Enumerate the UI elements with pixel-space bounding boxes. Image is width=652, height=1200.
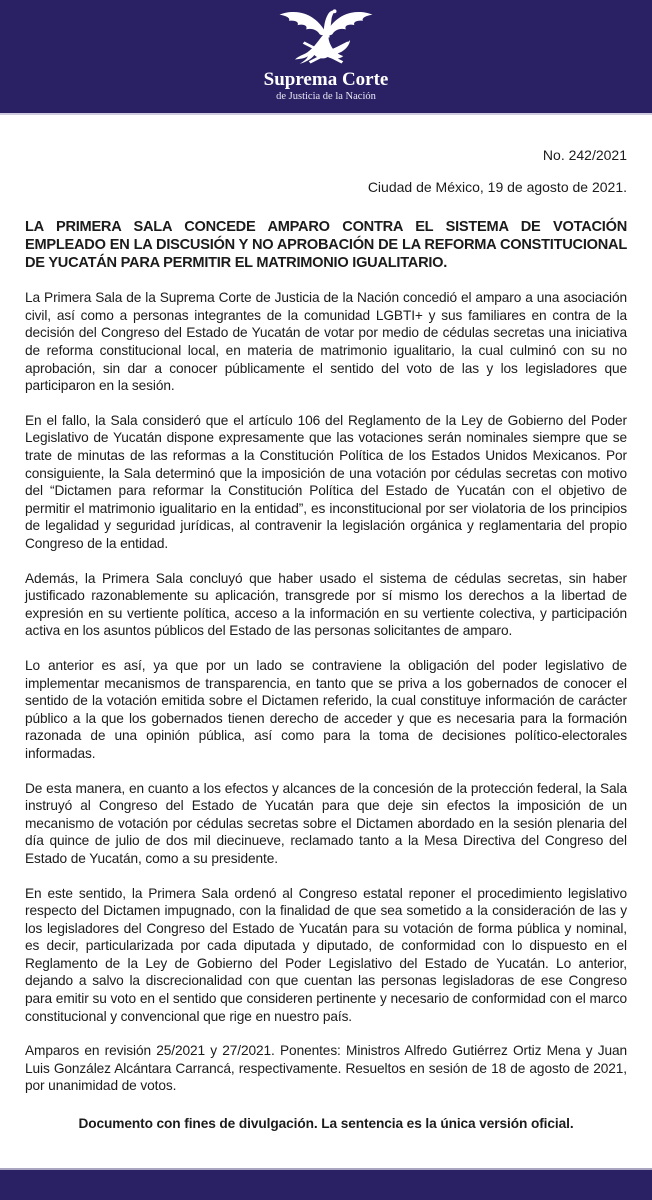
- document-body: [0, 115, 652, 1131]
- org-name: Suprema Corte: [263, 69, 389, 90]
- paragraph-4: Lo anterior es así, ya que por un lado se contraviene la obligación del poder legislativo de implementar mecanismos de transparencia, en tanto que se priva a los gobernados de conocer el sentido de la votación emitida sobre el Dictamen referido, la cual constituye información de carácter público a la que los gobernados tienen derecho de acceder y que es necesaria para la formación razonada de una opinión pública, así como para la toma de decisiones político-electorales informadas.: [25, 657, 627, 761]
- footer-bar: [0, 1168, 652, 1200]
- paragraph-6: En este sentido, la Primera Sala ordenó al Congreso estatal reponer el procedimiento legislativo respecto del Dictamen impugnado, con la finalidad de que sea sometido a la consideración de las y los legisladores del Congreso del Estado de Yucatán para su votación de forma pública y nominal, es decir, particularizada por cada diputada y diputado, de conformidad con lo dispuesto en el Reglamento de la Ley de Gobierno del Poder Legislativo del Estado de Yucatán. Lo anterior, dejando a salvo la discrecionalidad con que cuentan las personas legisladoras de ese Congreso para emitir su voto en el sentido que consideren pertinente y necesario de conformidad con el marco constitucional y convencional que rige en nuestro país.: [25, 885, 627, 1024]
- document-date: Ciudad de México, 19 de agosto de 2021.: [367, 179, 627, 195]
- paragraph-case-references: Amparos en revisión 25/2021 y 27/2021. Ponentes: Ministros Alfredo Gutiérrez Ortiz Mena y Juan Luis González Alcántara Carrancá, respectivamente. Resueltos en sesión de 18 de agosto de 2021, por unanimidad de votos.: [25, 1043, 627, 1094]
- paragraph-2: En el fallo, la Sala consideró que el artículo 106 del Reglamento de la Ley de Gobierno del Poder Legislativo de Yucatán dispone expresamente que las votaciones serán nominales siempre que se trate de minutas de las reformas a la Constitución Política de los Estados Unidos Mexicanos. Por consiguiente, la Sala determinó que la imposición de una votación por cédulas secretas con motivo del “Dictamen para reformar la Constitución Política del Estado de Yucatán con el objetivo de permitir el matrimonio igualitario en la entidad”, es inconstitucional por ser violatoria de los principios de legalidad y seguridad jurídicas, al contravenir la legislación orgánica y reglamentaria del propio Congreso de la entidad.: [25, 412, 627, 551]
- paragraph-5: De esta manera, en cuanto a los efectos y alcances de la concesión de la protección federal, la Sala instruyó al Congreso del Estado de Yucatán para que deje sin efectos la imposición de un mecanismo de votación por cédulas secretas sobre el Dictamen abordado en la sesión plenaria del día quince de julio de dos mil diecinueve, reclamado tanto a la Mesa Directiva del Congreso del Estado de Yucatán, como a su presidente.: [25, 780, 627, 866]
- org-subtitle: de Justicia de la Nación: [276, 91, 376, 102]
- headline: LA PRIMERA SALA CONCEDE AMPARO CONTRA EL SISTEMA DE VOTACIÓN EMPLEADO EN LA DISCUSIÓN Y NO APROBACIÓN DE LA REFORMA CONSTITUCIONAL DE YUCATÁN PARA PERMITIR EL MATRIMONIO IGUALITARIO.: [25, 219, 627, 272]
- disclaimer-note: Documento con fines de divulgación. La sentencia es la única versión oficial.: [78, 1116, 574, 1132]
- paragraph-1: La Primera Sala de la Suprema Corte de Justicia de la Nación concedió el amparo a una asociación civil, así como a personas integrantes de la comunidad LGBTI+ y sus familiares en contra de la decisión del Congreso del Estado de Yucatán de votar por medio de cédulas secretas una iniciativa de reforma constitucional local, en materia de matrimonio igualitario, la cual culminó con su no aprobación, sin dar a conocer públicamente el sentido del voto de las y los legisladores que participaron en la sesión.: [25, 290, 627, 394]
- document-number: No. 242/2021: [542, 147, 627, 163]
- scjn-logo-block: [264, 0, 389, 103]
- header-banner: [0, 0, 652, 115]
- scjn-eagle-logo: [274, 7, 378, 69]
- paragraph-3: Además, la Primera Sala concluyó que haber usado el sistema de cédulas secretas, sin haber justificado razonablemente su aplicación, transgrede por sí mismo los derechos a la libertad de expresión en su vertiente política, acceso a la información en su vertiente colectiva, y participación activa en los asuntos públicos del Estado de las personas solicitantes de amparo.: [25, 570, 627, 639]
